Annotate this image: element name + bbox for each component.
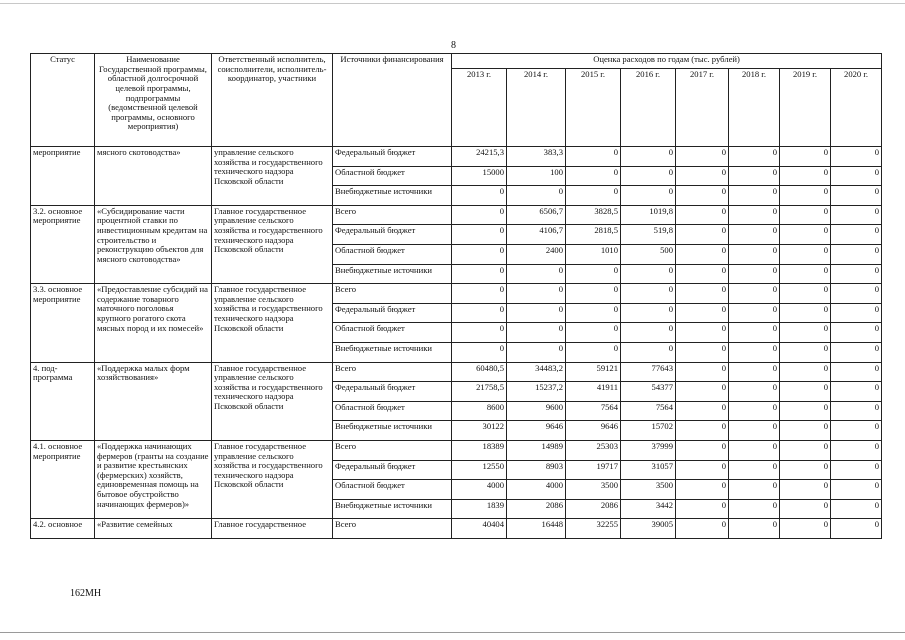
amount-cell: 0 [621, 342, 676, 362]
amount-cell: 0 [676, 440, 729, 460]
amount-cell: 37999 [621, 440, 676, 460]
funding-source: Федеральный бюджет [333, 147, 452, 167]
amount-cell: 383,3 [507, 147, 566, 167]
funding-source: Всего [333, 205, 452, 225]
amount-cell: 8903 [507, 460, 566, 480]
amount-cell: 60480,5 [452, 362, 507, 382]
header-year: 2018 г. [729, 69, 780, 147]
amount-cell: 0 [780, 421, 831, 441]
amount-cell: 2086 [566, 499, 621, 519]
table-row [31, 362, 882, 382]
amount-cell: 24215,3 [452, 147, 507, 167]
name-cell: «Развитие семейных [95, 519, 212, 539]
amount-cell: 0 [676, 323, 729, 343]
amount-cell: 0 [831, 205, 882, 225]
funding-source: Всего [333, 440, 452, 460]
amount-cell: 0 [676, 166, 729, 186]
amount-cell: 0 [676, 225, 729, 245]
document-code: 162МН [70, 588, 102, 599]
amount-cell: 0 [452, 186, 507, 206]
amount-cell: 0 [831, 244, 882, 264]
name-cell: «Поддержка малых форм хозяйствования» [95, 362, 212, 440]
amount-cell: 1010 [566, 244, 621, 264]
amount-cell: 0 [452, 205, 507, 225]
amount-cell: 0 [566, 303, 621, 323]
funding-source: Всего [333, 519, 452, 539]
amount-cell: 0 [729, 382, 780, 402]
amount-cell: 0 [780, 166, 831, 186]
funding-source: Федеральный бюджет [333, 460, 452, 480]
responsible-cell: Главное государственное управление сельского хозяйства и государственного технического надзора Псковской области [212, 440, 333, 518]
header-name: Наименование Государственной программы, областной долгосрочной целевой программы, подпрограммы (ведомственной целевой программы, основного мероприятия) [95, 54, 212, 147]
amount-cell: 0 [729, 284, 780, 304]
amount-cell: 0 [729, 205, 780, 225]
amount-cell: 2818,5 [566, 225, 621, 245]
amount-cell: 3828,5 [566, 205, 621, 225]
amount-cell: 9646 [566, 421, 621, 441]
responsible-cell: Главное государственное управление сельского хозяйства и государственного технического надзора Псковской области [212, 284, 333, 362]
amount-cell: 0 [780, 244, 831, 264]
amount-cell: 7564 [566, 401, 621, 421]
amount-cell: 0 [780, 342, 831, 362]
amount-cell: 0 [831, 323, 882, 343]
header-year: 2017 г. [676, 69, 729, 147]
amount-cell: 0 [729, 323, 780, 343]
amount-cell: 0 [831, 303, 882, 323]
amount-cell: 0 [676, 244, 729, 264]
amount-cell: 9646 [507, 421, 566, 441]
amount-cell: 0 [676, 264, 729, 284]
header-year: 2019 г. [780, 69, 831, 147]
amount-cell: 0 [566, 342, 621, 362]
amount-cell: 0 [621, 166, 676, 186]
amount-cell: 0 [621, 186, 676, 206]
header-year: 2015 г. [566, 69, 621, 147]
amount-cell: 0 [729, 186, 780, 206]
amount-cell: 0 [621, 323, 676, 343]
amount-cell: 3500 [621, 480, 676, 500]
amount-cell: 0 [831, 225, 882, 245]
amount-cell: 39005 [621, 519, 676, 539]
amount-cell: 0 [621, 284, 676, 304]
amount-cell: 0 [780, 499, 831, 519]
amount-cell: 0 [566, 147, 621, 167]
amount-cell: 0 [729, 342, 780, 362]
amount-cell: 0 [566, 166, 621, 186]
amount-cell: 1839 [452, 499, 507, 519]
amount-cell: 519,8 [621, 225, 676, 245]
amount-cell: 0 [507, 303, 566, 323]
amount-cell: 0 [780, 205, 831, 225]
status-cell: 4. под-программа [31, 362, 95, 440]
amount-cell: 0 [729, 480, 780, 500]
amount-cell: 3442 [621, 499, 676, 519]
amount-cell: 0 [831, 440, 882, 460]
amount-cell: 0 [676, 205, 729, 225]
amount-cell: 0 [831, 186, 882, 206]
amount-cell: 0 [507, 342, 566, 362]
amount-cell: 0 [729, 460, 780, 480]
amount-cell: 0 [831, 284, 882, 304]
table-row [31, 519, 882, 539]
funding-source: Областной бюджет [333, 166, 452, 186]
amount-cell: 0 [780, 460, 831, 480]
amount-cell: 15702 [621, 421, 676, 441]
amount-cell: 0 [507, 186, 566, 206]
amount-cell: 0 [452, 244, 507, 264]
amount-cell: 0 [729, 303, 780, 323]
amount-cell: 0 [831, 342, 882, 362]
header-year: 2014 г. [507, 69, 566, 147]
amount-cell: 0 [780, 480, 831, 500]
amount-cell: 500 [621, 244, 676, 264]
funding-source: Областной бюджет [333, 480, 452, 500]
amount-cell: 25303 [566, 440, 621, 460]
amount-cell: 0 [676, 460, 729, 480]
funding-source: Внебюджетные источники [333, 264, 452, 284]
amount-cell: 0 [729, 499, 780, 519]
responsible-cell: Главное государственное управление сельского хозяйства и государственного технического надзора Псковской области [212, 205, 333, 283]
amount-cell: 41911 [566, 382, 621, 402]
amount-cell: 0 [566, 284, 621, 304]
amount-cell: 0 [831, 460, 882, 480]
amount-cell: 34483,2 [507, 362, 566, 382]
funding-source: Внебюджетные источники [333, 342, 452, 362]
amount-cell: 0 [676, 401, 729, 421]
amount-cell: 0 [729, 166, 780, 186]
amount-cell: 0 [676, 303, 729, 323]
amount-cell: 16448 [507, 519, 566, 539]
amount-cell: 0 [507, 284, 566, 304]
amount-cell: 0 [621, 303, 676, 323]
header-estimate: Оценка расходов по годам (тыс. рублей) [452, 54, 882, 69]
amount-cell: 59121 [566, 362, 621, 382]
amount-cell: 0 [831, 499, 882, 519]
amount-cell: 0 [676, 284, 729, 304]
amount-cell: 0 [452, 323, 507, 343]
amount-cell: 0 [831, 401, 882, 421]
amount-cell: 12550 [452, 460, 507, 480]
amount-cell: 0 [780, 303, 831, 323]
funding-source: Областной бюджет [333, 323, 452, 343]
amount-cell: 0 [676, 147, 729, 167]
table-row [31, 205, 882, 225]
amount-cell: 31057 [621, 460, 676, 480]
amount-cell: 0 [676, 519, 729, 539]
responsible-cell: Главное государственное [212, 519, 333, 539]
amount-cell: 18389 [452, 440, 507, 460]
amount-cell: 0 [831, 421, 882, 441]
table-row [31, 440, 882, 460]
amount-cell: 0 [452, 225, 507, 245]
funding-source: Областной бюджет [333, 401, 452, 421]
funding-source: Областной бюджет [333, 244, 452, 264]
amount-cell: 15000 [452, 166, 507, 186]
amount-cell: 0 [780, 323, 831, 343]
amount-cell: 0 [780, 284, 831, 304]
amount-cell: 0 [729, 440, 780, 460]
amount-cell: 0 [729, 264, 780, 284]
amount-cell: 0 [566, 186, 621, 206]
amount-cell: 0 [676, 186, 729, 206]
amount-cell: 0 [621, 264, 676, 284]
scan-edge-top [0, 3, 905, 4]
amount-cell: 0 [621, 147, 676, 167]
amount-cell: 0 [452, 303, 507, 323]
amount-cell: 3500 [566, 480, 621, 500]
scan-edge-bottom [0, 632, 905, 633]
page-number: 8 [451, 40, 456, 51]
funding-source: Федеральный бюджет [333, 225, 452, 245]
header-sources: Источники финансирования [333, 54, 452, 147]
amount-cell: 15237,2 [507, 382, 566, 402]
amount-cell: 0 [831, 382, 882, 402]
amount-cell: 30122 [452, 421, 507, 441]
amount-cell: 9600 [507, 401, 566, 421]
amount-cell: 0 [780, 362, 831, 382]
amount-cell: 54377 [621, 382, 676, 402]
amount-cell: 100 [507, 166, 566, 186]
amount-cell: 0 [452, 284, 507, 304]
amount-cell: 4000 [452, 480, 507, 500]
amount-cell: 0 [566, 264, 621, 284]
status-cell: 3.2. основное мероприятие [31, 205, 95, 283]
status-cell: 4.2. основное [31, 519, 95, 539]
amount-cell: 0 [831, 264, 882, 284]
name-cell: «Поддержка начинающих фермеров (гранты на создание и развитие крестьянских (фермерских) хозяйств, единовременная помощь на бытовое обустройство начинающих фермеров)» [95, 440, 212, 518]
amount-cell: 0 [780, 186, 831, 206]
amount-cell: 0 [676, 480, 729, 500]
name-cell: «Субсидирование части процентной ставки по инвестиционным кредитам на строительство и реконструкцию объектов для мясного скотоводства» [95, 205, 212, 283]
amount-cell: 0 [780, 440, 831, 460]
amount-cell: 0 [729, 519, 780, 539]
amount-cell: 0 [780, 147, 831, 167]
header-year: 2020 г. [831, 69, 882, 147]
amount-cell: 0 [831, 480, 882, 500]
amount-cell: 0 [452, 342, 507, 362]
amount-cell: 4106,7 [507, 225, 566, 245]
amount-cell: 19717 [566, 460, 621, 480]
amount-cell: 0 [452, 264, 507, 284]
amount-cell: 0 [676, 421, 729, 441]
amount-cell: 0 [729, 225, 780, 245]
amount-cell: 2086 [507, 499, 566, 519]
responsible-cell: управление сельского хозяйства и государственного технического надзора Псковской области [212, 147, 333, 206]
amount-cell: 0 [676, 382, 729, 402]
status-cell: 4.1. основное мероприятие [31, 440, 95, 518]
header-year: 2013 г. [452, 69, 507, 147]
amount-cell: 0 [507, 264, 566, 284]
status-cell: мероприятие [31, 147, 95, 206]
amount-cell: 0 [831, 166, 882, 186]
funding-source: Всего [333, 284, 452, 304]
amount-cell: 4000 [507, 480, 566, 500]
funding-source: Федеральный бюджет [333, 382, 452, 402]
amount-cell: 77643 [621, 362, 676, 382]
header-status: Статус [31, 54, 95, 147]
header-year: 2016 г. [621, 69, 676, 147]
amount-cell: 0 [780, 382, 831, 402]
name-cell: «Предоставление субсидий на содержание товарного маточного поголовья крупного рогатого скота мясных пород и их помесей» [95, 284, 212, 362]
table-row [31, 147, 882, 167]
amount-cell: 21758,5 [452, 382, 507, 402]
amount-cell: 0 [831, 519, 882, 539]
amount-cell: 0 [566, 323, 621, 343]
amount-cell: 2400 [507, 244, 566, 264]
responsible-cell: Главное государственное управление сельского хозяйства и государственного технического надзора Псковской области [212, 362, 333, 440]
amount-cell: 7564 [621, 401, 676, 421]
amount-cell: 0 [831, 147, 882, 167]
status-cell: 3.3. основное мероприятие [31, 284, 95, 362]
amount-cell: 32255 [566, 519, 621, 539]
amount-cell: 1019,8 [621, 205, 676, 225]
funding-source: Федеральный бюджет [333, 303, 452, 323]
amount-cell: 6506,7 [507, 205, 566, 225]
funding-source: Внебюджетные источники [333, 186, 452, 206]
amount-cell: 14989 [507, 440, 566, 460]
amount-cell: 0 [676, 342, 729, 362]
amount-cell: 8600 [452, 401, 507, 421]
funding-source: Всего [333, 362, 452, 382]
amount-cell: 0 [780, 225, 831, 245]
budget-table [30, 53, 882, 539]
header-responsible: Ответственный исполнитель, соисполнители, исполнитель-координатор, участники [212, 54, 333, 147]
amount-cell: 0 [729, 421, 780, 441]
amount-cell: 0 [507, 323, 566, 343]
name-cell: мясного скотоводства» [95, 147, 212, 206]
amount-cell: 0 [676, 499, 729, 519]
amount-cell: 0 [780, 264, 831, 284]
amount-cell: 40404 [452, 519, 507, 539]
amount-cell: 0 [780, 519, 831, 539]
table-row [31, 284, 882, 304]
amount-cell: 0 [729, 362, 780, 382]
amount-cell: 0 [676, 362, 729, 382]
amount-cell: 0 [729, 401, 780, 421]
funding-source: Внебюджетные источники [333, 421, 452, 441]
amount-cell: 0 [831, 362, 882, 382]
amount-cell: 0 [729, 244, 780, 264]
amount-cell: 0 [729, 147, 780, 167]
funding-source: Внебюджетные источники [333, 499, 452, 519]
amount-cell: 0 [780, 401, 831, 421]
